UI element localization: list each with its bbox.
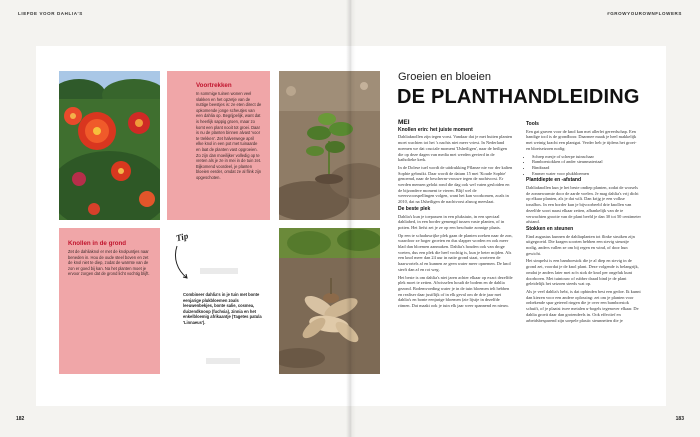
col2-heading: Stokken en steunen: [526, 225, 574, 232]
col2-paragraph: Dahliaknollen kun je het beste ondiep planten, zodat de worsels de zonnewarmte door de aarde voelen. Je mag dahlia's vrij dicht op elkaar planten, als je dat wilt. Dan krijg je een volkse tonalbos. In een border kun je bijvoorbeeld drie knollen van dezelfde soort naast elkaar zetten, afhankelijk van de te verwachten grootte van de plant beeld je dan 30 tot 50 centimeter afstand.: [526, 185, 641, 225]
page-number-left: 182: [16, 416, 25, 422]
dahlias-illustration: [59, 71, 160, 220]
tubers-illustration: [279, 228, 380, 374]
photo-dahlias-garden: [59, 71, 160, 220]
col2-paragraph: Het simpelst is een bamboestok die je al diep en stevig in de grond zet, voordat je de knol plant. Deze volgende is belangrijk, omdat je anders later met zo'n stok de knol per ongeluk kunt doorboren. Met tuintouw of rubber draad bind je de plant geleidelijk het seizoen steeds wat op.: [526, 258, 639, 287]
tape-strip-bottom: [206, 358, 240, 364]
col2-heading: Tools: [526, 121, 539, 127]
article-subtitle: Groeien en bloeien: [398, 71, 491, 83]
tip-text: Combineer dahlia's in je tuin met bonte eenjarige plukbloemen zoals leeuwenbekjes, bonte salie, cosmea, duizendknoop (fuchsia), zinnia en het enkelbloemig afrikaantje (Tagetes patula 'Linnaeus').: [183, 292, 262, 325]
sprout-illustration: [279, 71, 380, 220]
article-column-2: [526, 120, 641, 325]
running-header-right: #GROWYOUROWNFLOWERS: [607, 11, 682, 16]
col2-paragraph: Als je veel dahlia's hebt, is dat opbinden best een gedoe. Ik kunnt dan kiezen voor een andere oplossing: zet om je planten voor onbekende spar geteerd ringen die je over een bamboestok schuift, of je plaatst twee metalen u-bogels tegenover elkaar. De dahlia groeit daar dan grotendeels in. Ook effectief en arbeidsbesparend zijn soepele plastic steunnetten die je: [526, 288, 641, 323]
voorrekken-title: Voortrekken: [196, 82, 232, 89]
col1-paragraph: Dahlia's kun je toepassen in een plukstuin, in een speciaal dahliabed, in een border gemengd tussen vaste planten, of in potten. Het liefst zet je ze op een beschutte zonnige plaats.: [398, 213, 505, 230]
voorrekken-box: [167, 71, 270, 220]
list-item: • Emmer water voor plukbloemen: [532, 171, 641, 177]
photo-dahlia-sprout: [279, 71, 380, 220]
tape-strip-top: [200, 268, 238, 274]
col1-paragraph: Op een te schaduwrijke plek gaan de planten zoeken naar de zon, waardoor ze hoger groeien en dus slapper worden en ook meer blad dan bloemen aanmaken. Dahlia's houden ook van droge voeten, dus een plek die heel vochtig is, kun je beter mijden. Als een knol meer dan 24 uur in natte grond staat, worteren de haarwortels af en kunnen ze geen water meer opnemen. De knol sterft dan af en rot weg.: [398, 232, 513, 272]
page-number-right: 183: [675, 416, 684, 422]
col2-heading: Plantdiepte en -afstand: [526, 177, 582, 184]
knollen-title: Knollen in de grond: [68, 240, 127, 247]
col1-heading: De beste plek: [398, 205, 431, 212]
photo-dahlia-tubers: [279, 228, 380, 374]
tip-arrow-icon: [171, 244, 211, 284]
col2-list: [526, 154, 641, 177]
article-column-1: [398, 120, 513, 311]
knollen-box: [59, 228, 160, 374]
list-item: • Bindtraad: [532, 165, 641, 171]
tip-label: Tip: [174, 230, 190, 244]
tip-section: [167, 228, 270, 374]
col1-paragraph: Dahliaknollen zijn tegen vorst. Vandaar dat je met buiten planten moet wachten tot het 's nachts niet meer vriest. In Nederland noemen we dat cruciale moment 'IJsheiligen', naar de heiligen die op deze dagen van media mei werden gevierd in de katholieke kerk.: [398, 134, 513, 163]
running-header-left: LIEFDE VOOR DAHLIA'S: [18, 11, 83, 16]
col2-paragraph: Een gat graven voor de knol kan met allerlei gereedschap. Een handige tool is de grondboor. Daarmee maak je heel makkelijk met weinig kracht een plantgat. Verder heb je tijdens het groei- en bloeiseizoen nodig:: [526, 128, 637, 151]
knollen-text: Zet de dahliaknol er met de knolpuntjes naar beneden in. Hou de oude steel boven en zet de knol niet te diep, zodat de warmte van de zon er goed bij kan. Na het planten moet je ervoor zorgen dat de grond licht vochtig blijft.: [68, 249, 150, 277]
col1-heading: Knollen erin: het juiste moment: [398, 126, 473, 133]
month-heading: MEI: [398, 119, 410, 126]
col1-paragraph: Het beste is om dahlia's niet jaren achter elkaar op exact dezelfde plek moet te zetten. Afwisselen houdt de bodem en de dahlia gezond. Bodemvoeding water je in de tuin bloemen telt hebben en realiser daar justflijk of in elk geval om de drie jaar met dahlia's en bonte eenjarige bloemen (zie lijstje in dezelfde ritmen. Dat maakt ook je tuin elk jaar weer spannend en nieuw.: [398, 274, 513, 309]
list-item: • Bamboestokken of ander steunmateriaal: [532, 159, 641, 165]
spread-gutter: [346, 0, 356, 437]
voorrekken-text: In sommige tuinen wonen veel slakken en het opzetje van de nuttige beestjes is: ze eten direct de opkomende jonge scheutjes van een dahlia op. Begrijpelijk, want dat is heerlijk sappig groen, maar zo komt een plant nooit tot groei. Daar is nu de planten binnen alvast 'voor te trekken'. Zet halverwege april elke knol in een pot met tuinaarde en laat de planten vast opgroeien. Zo zijn dan moeilijker volledig op te vreten als je ze in mei in de tuin zet. Bijkomend voordeel, je planten bloeien eerder, omdat ze al flink zijn opgeschoten.: [196, 91, 262, 180]
col1-paragraph: In de Dolese tuel wordt de uitdrukking Pflanze nie vor der kalten Sophie gebruikt. Daar wordt de datum 15 mei 'Koude Sophie' genoemd, naar de bescherm-vrouwe tegen de nachtvorst. Er werden mensen gelokt rond die dag ook wel vaten geslotden en de bijzondere moment te vieren. Blijf wel de weersvoorspellingen volgen, want het kan voorkomen, zoals in 2010, dat na IJsheiligen de nachtvorst alsnog meeslaat.: [398, 164, 513, 205]
col2-paragraph: Eind augustus kunnen de dahliaplanten tot flinke struiken zijn uitgegroeid. Die kragen soorten hebben een stevig steuntje nodig, anders vallen ze om bij regen en wind, of door hun gewicht.: [526, 233, 635, 256]
list-item: • Schrep mesje of scherpe tuinschaar: [532, 154, 641, 160]
article-title: DE PLANTHANDLEIDING: [397, 86, 640, 108]
